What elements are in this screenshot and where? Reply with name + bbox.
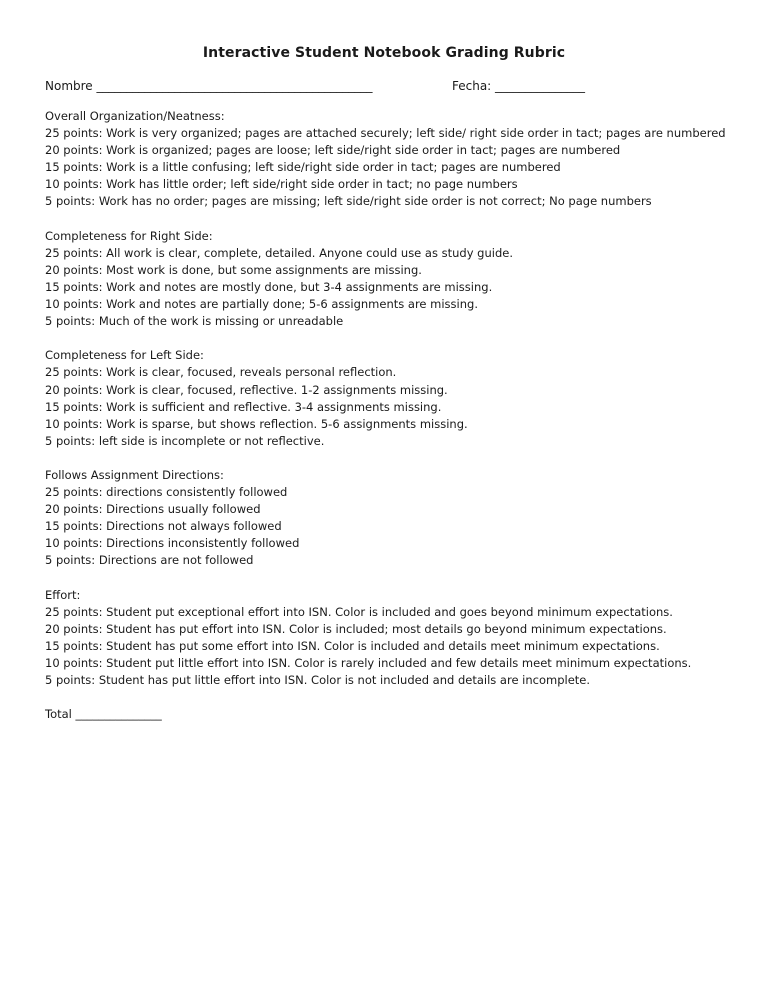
criterion-15: 15 points: Work and notes are mostly done, but 3-4 assignments are missing. (45, 279, 493, 294)
criterion-25: 25 points: Student put exceptional effort into ISN. Color is included and goes beyond minimum expectations. (45, 604, 673, 619)
criterion-20: 20 points: Student has put effort into ISN. Color is included; most details go beyond minimum expectations. (45, 621, 667, 636)
criterion-25: 25 points: All work is clear, complete, detailed. Anyone could use as study guide. (45, 245, 513, 260)
section-effort (45, 587, 755, 690)
criterion-10: 10 points: Student put little effort into ISN. Color is rarely included and few details meet minimum expectations. (45, 656, 692, 670)
criterion-25: 25 points: directions consistently followed (45, 485, 288, 500)
criterion-10: 10 points: Directions inconsistently followed (45, 536, 300, 551)
section-heading: Completeness for Left Side: (45, 348, 204, 363)
section-directions (45, 467, 755, 570)
criterion-15: 15 points: Work is a little confusing; left side/right side order in tact; pages are numbered (45, 160, 561, 175)
criterion-20: 20 points: Work is clear, focused, reflective. 1-2 assignments missing. (45, 382, 448, 397)
section-heading: Completeness for Right Side: (45, 228, 213, 243)
criterion-5: 5 points: Work has no order; pages are missing; left side/right side order is not correct; No page numbers (45, 194, 652, 209)
criterion-5: 5 points: Much of the work is missing or unreadable (45, 314, 344, 329)
date-field: Fecha: _______________ (452, 79, 586, 93)
criterion-15: 15 points: Student has put some effort into ISN. Color is included and details meet minimum expectations. (45, 638, 660, 653)
criterion-5: 5 points: Directions are not followed (45, 553, 254, 568)
criterion-25: 25 points: Work is clear, focused, reveals personal reflection. (45, 365, 397, 380)
criterion-5: 5 points: left side is incomplete or not reflective. (45, 433, 325, 448)
rubric-content (45, 108, 755, 723)
section-heading: Follows Assignment Directions: (45, 467, 224, 482)
document-title: Interactive Student Notebook Grading Rubric (202, 45, 566, 61)
section-organization (45, 108, 755, 211)
criterion-15: 15 points: Work is sufficient and reflective. 3-4 assignments missing. (45, 399, 442, 414)
criterion-15: 15 points: Directions not always followed (45, 519, 282, 534)
section-left-side (45, 347, 755, 450)
criterion-10: 10 points: Work has little order; left side/right side order in tact; no page numbers (45, 177, 518, 192)
total-field: Total _______________ (45, 707, 162, 722)
section-heading: Effort: (45, 587, 81, 602)
section-heading: Overall Organization/Neatness: (45, 109, 225, 123)
criterion-25: 25 points: Work is very organized; pages are attached securely; left side/ right side order in tact; pages are numbered (45, 126, 726, 141)
criterion-20: 20 points: Most work is done, but some assignments are missing. (45, 262, 422, 277)
criterion-10: 10 points: Work is sparse, but shows reflection. 5-6 assignments missing. (45, 416, 468, 431)
criterion-10: 10 points: Work and notes are partially done; 5-6 assignments are missing. (45, 297, 478, 312)
criterion-5: 5 points: Student has put little effort into ISN. Color is not included and details are incomplete. (45, 673, 591, 688)
criterion-20: 20 points: Work is organized; pages are loose; left side/right side order in tact; pages are numbered (45, 143, 621, 158)
criterion-20: 20 points: Directions usually followed (45, 502, 261, 517)
section-right-side (45, 228, 755, 331)
name-field: Nombre ______________________________________________ (45, 79, 373, 93)
